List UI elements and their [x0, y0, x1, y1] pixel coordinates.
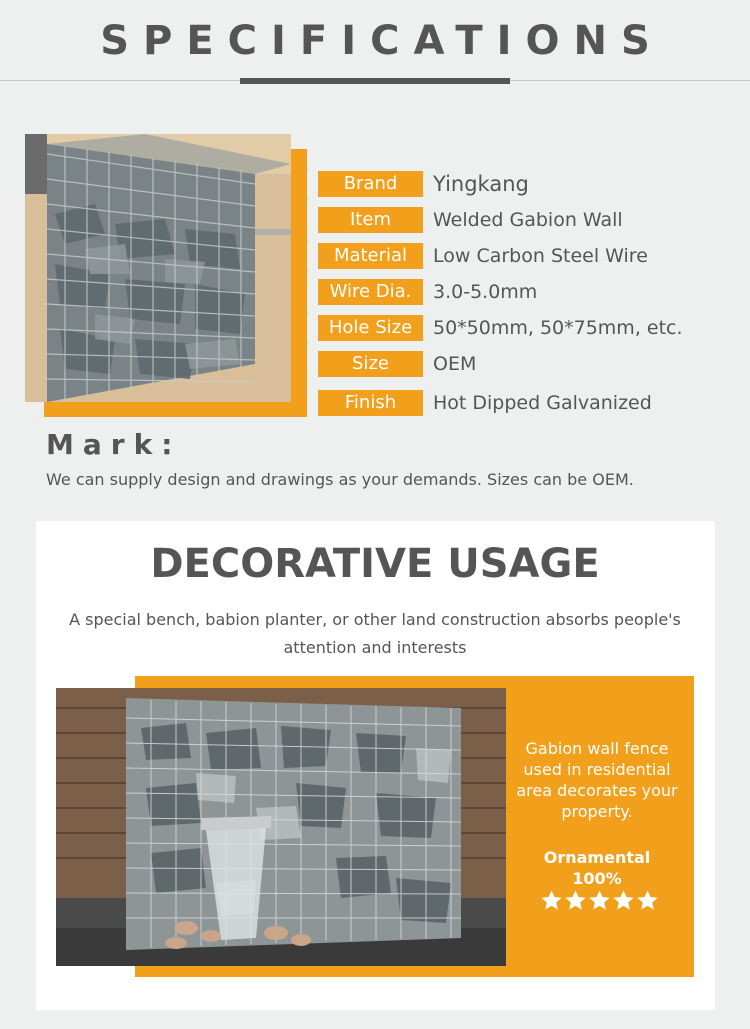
gabion-wall-fountain-photo [56, 688, 506, 966]
title-underline [240, 78, 510, 84]
spec-label: Hole Size [318, 315, 423, 341]
spec-label: Material [318, 243, 423, 269]
page-title: SPECIFICATIONS [100, 18, 664, 64]
star-icon [612, 889, 635, 912]
spec-value: Low Carbon Steel Wire [433, 245, 648, 267]
decorative-side-text: Gabion wall fence used in residential area decorates your property. [516, 739, 678, 821]
spec-label: Item [318, 207, 423, 233]
spec-value: Welded Gabion Wall [433, 209, 623, 231]
star-icon [540, 889, 563, 912]
mark-heading: Mark: [46, 428, 182, 461]
rating-stars [540, 889, 660, 915]
gabion-product-photo [25, 134, 291, 402]
spec-value: Hot Dipped Galvanized [433, 392, 652, 414]
spec-label: Finish [318, 390, 423, 416]
spec-value: 50*50mm, 50*75mm, etc. [433, 317, 683, 339]
spec-value: Yingkang [433, 172, 529, 196]
decorative-title: DECORATIVE USAGE [150, 541, 600, 587]
star-icon [588, 889, 611, 912]
spec-label: Wire Dia. [318, 279, 423, 305]
spec-label: Brand [318, 171, 423, 197]
spec-value: 3.0-5.0mm [433, 281, 538, 303]
ornamental-label: Ornamental [543, 848, 651, 867]
ornamental-value: 100% [572, 869, 622, 888]
spec-label: Size [318, 351, 423, 377]
star-icon [636, 889, 659, 912]
decorative-description: A special bench, babion planter, or other land construction absorbs people's attention and interests [69, 610, 681, 657]
spec-value: OEM [433, 353, 477, 375]
mark-description: We can supply design and drawings as your demands. Sizes can be OEM. [46, 470, 634, 489]
ornamental-rating [514, 847, 680, 889]
star-icon [564, 889, 587, 912]
